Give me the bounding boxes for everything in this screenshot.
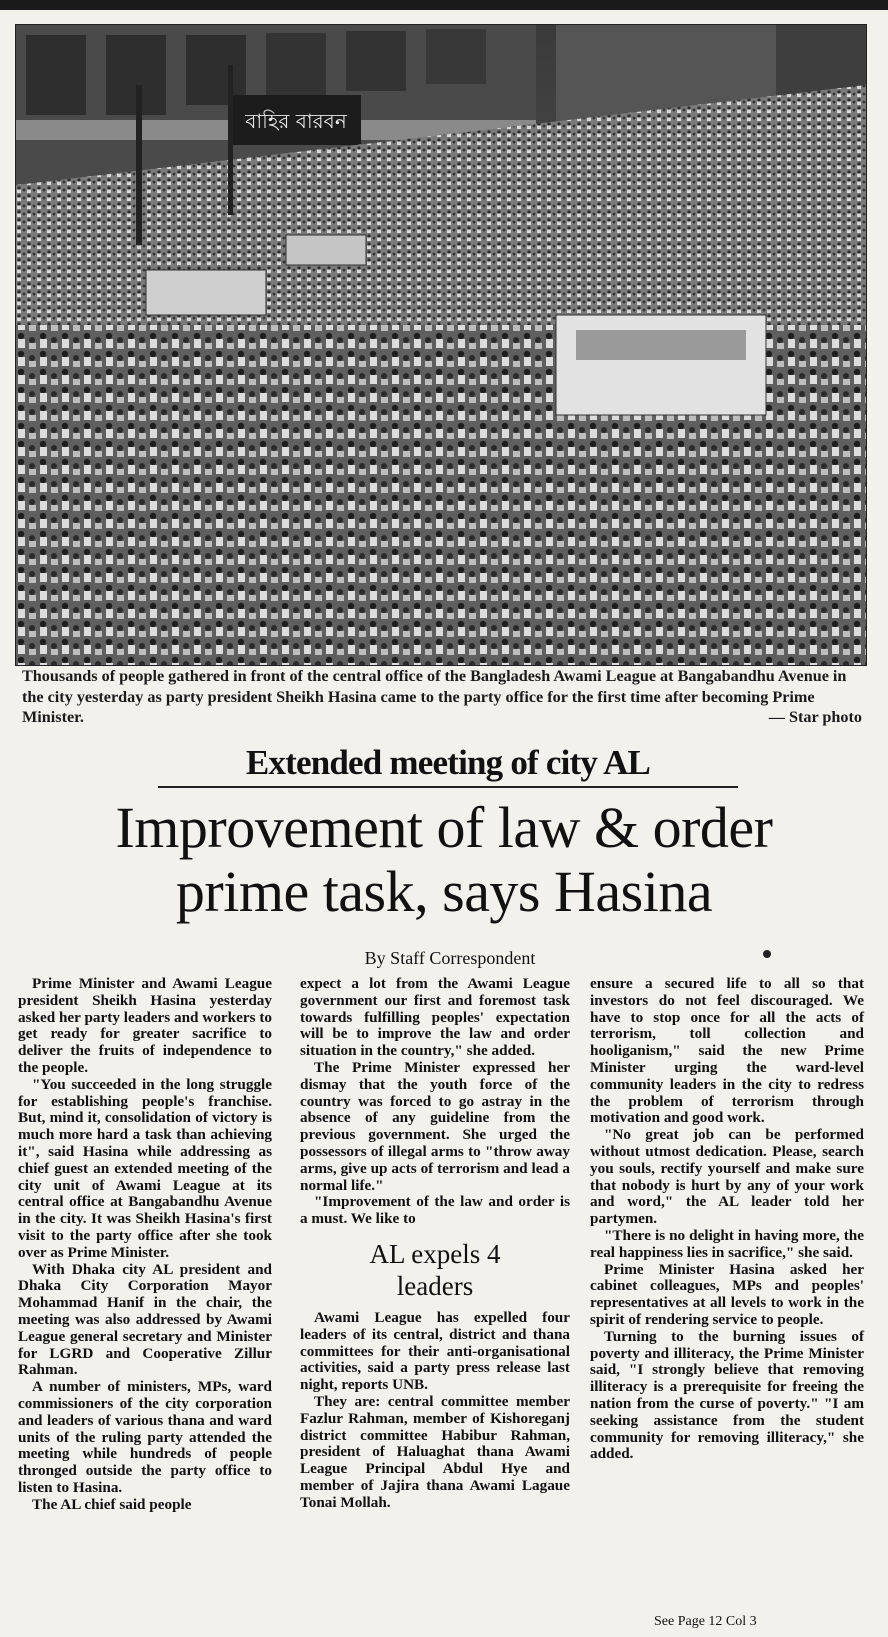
paragraph: ensure a secured life to all so that investors do not feel discouraged. We have to stop once for all the acts of terrorism, toll collection and hooliganism," said the new Prime Minister urging the ward-level community leaders in the city to redress the problem of terrorism through motivation and good work. (590, 975, 864, 1127)
paragraph: The AL chief said people (32, 1495, 192, 1513)
photo-caption (22, 666, 862, 728)
article-headline (0, 796, 888, 924)
photo-caption-text: Thousands of people gathered in front of the central office of the Bangladesh Awami League at Bangabandhu Avenue in the city yesterday as party president Sheikh Hasina came to the party office for the first time after becoming Prime Minister. (22, 667, 847, 726)
headline-line-1: Improvement of law & order (115, 795, 773, 860)
paragraph: "Improvement of the law and order is a must. We like to (300, 1193, 570, 1228)
sidebar-headline-line-2: leaders (396, 1270, 474, 1301)
sidebar-headline-line-1: AL expels 4 (369, 1238, 501, 1269)
page-top-border (0, 0, 888, 10)
photo-credit: — Star photo (768, 708, 862, 726)
article-column-2 (300, 976, 570, 1512)
paragraph: Prime Minister Hasina asked her cabinet colleagues, MPs and peoples' representatives at all levels to work in the spirit of rendering service to people. (590, 1260, 864, 1328)
crowd-photo (15, 24, 867, 666)
crowd-photo-illustration (16, 25, 866, 665)
paragraph: With Dhaka city AL president and Dhaka City Corporation Mayor Mohammad Hanif in the chair, the meeting was also addressed by Awami League general secretary and Minister for LGRD and Cooperative Zillur Rahman. (18, 1260, 272, 1379)
paragraph: The Prime Minister expressed her dismay that the youth force of the country was forced to go astray in the absence of any guideline from the previous government. She urged the possessors of illegal arms to "throw away arms, give up acts of terrorism and lead a normal life." (300, 1058, 570, 1194)
continued-note: See Page 12 Col 3 (654, 1614, 757, 1629)
article-column-3 (590, 976, 864, 1463)
sidebar-paragraph: They are: central committee member Fazlur Rahman, member of Kishoreganj district committee Habibur Rahman, president of Haluaghat thana Awami League Principal Abdul Hye and member of Jajira thana Awami Lagaue Tonai Mollah. (300, 1392, 570, 1511)
sidebar-story-headline (300, 1238, 570, 1302)
headline-line-2: prime task, says Hasina (175, 859, 713, 924)
storefront-sign: বাহির বারবন (245, 109, 347, 133)
bullet-mark (763, 950, 771, 958)
article-byline: By Staff Correspondent (364, 948, 536, 968)
paragraph: expect a lot from the Awami League government our first and foremost task towards fulfilling peoples' expectation will be to improve the law and order situation in the country," she added. (300, 975, 570, 1060)
paragraph: "You succeeded in the long struggle for establishing people's franchise. But, mind it, consolidation of victory is much more hard a task than achieving it", said Hasina while addressing as chief guest an extended meeting of the city unit of Awami League at its central office at Bangabandhu Avenue in the city. It was Sheikh Hasina's first visit to the party office after she took over as Prime Minister. (18, 1075, 272, 1261)
article-kicker: Extended meeting of city AL (158, 742, 738, 788)
paragraph: Prime Minister and Awami League president Sheikh Hasina yesterday asked her party leaders and workers to get ready for greater sacrifice to deliver the fruits of independence to the people. (18, 975, 272, 1076)
sidebar-paragraph: Awami League has expelled four leaders of its central, district and thana committees for their anti-organisational activities, said a party press release last night, reports UNB. (300, 1308, 570, 1394)
paragraph: "No great job can be performed without utmost dedication. Please, search you souls, rectify yourself and make sure that nobody is hurt by any of your work and word," the AL leader told her partymen. (590, 1126, 864, 1228)
paragraph: A number of ministers, MPs, ward commissioners of the city corporation and leaders of various thana and ward units of the ruling party attended the meeting while hundreds of people thronged outside the party office to listen to Hasina. (18, 1378, 272, 1496)
article-column-1 (18, 976, 272, 1514)
paragraph: "There is no delight in having more, the real happiness lies in sacrifice," she said. (590, 1226, 864, 1261)
paragraph: Turning to the burning issues of poverty and illiteracy, the Prime Minister said, "I strongly believe that removing illiteracy is a prerequisite for freeing the nation from the curse of poverty." "I am seeking assistance from the student community for removing illiteracy," she added. (590, 1327, 864, 1463)
